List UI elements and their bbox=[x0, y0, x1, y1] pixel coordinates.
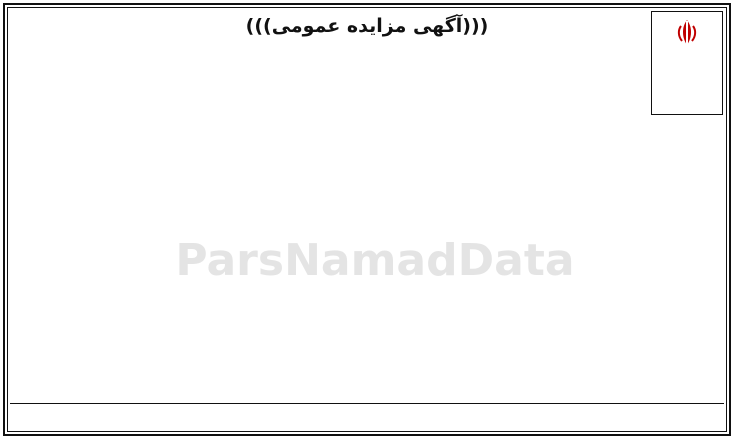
organization-box bbox=[651, 11, 723, 115]
iran-emblem-icon bbox=[673, 18, 701, 48]
notice-footer bbox=[10, 403, 724, 429]
notice-inner-frame bbox=[7, 7, 727, 432]
watermark-brand-text: ParsNamadData bbox=[175, 235, 575, 286]
notice-title: (((آگهی مزایده عمومی))) bbox=[245, 15, 489, 37]
notice-clauses bbox=[15, 153, 717, 155]
notice-frame bbox=[3, 3, 731, 436]
